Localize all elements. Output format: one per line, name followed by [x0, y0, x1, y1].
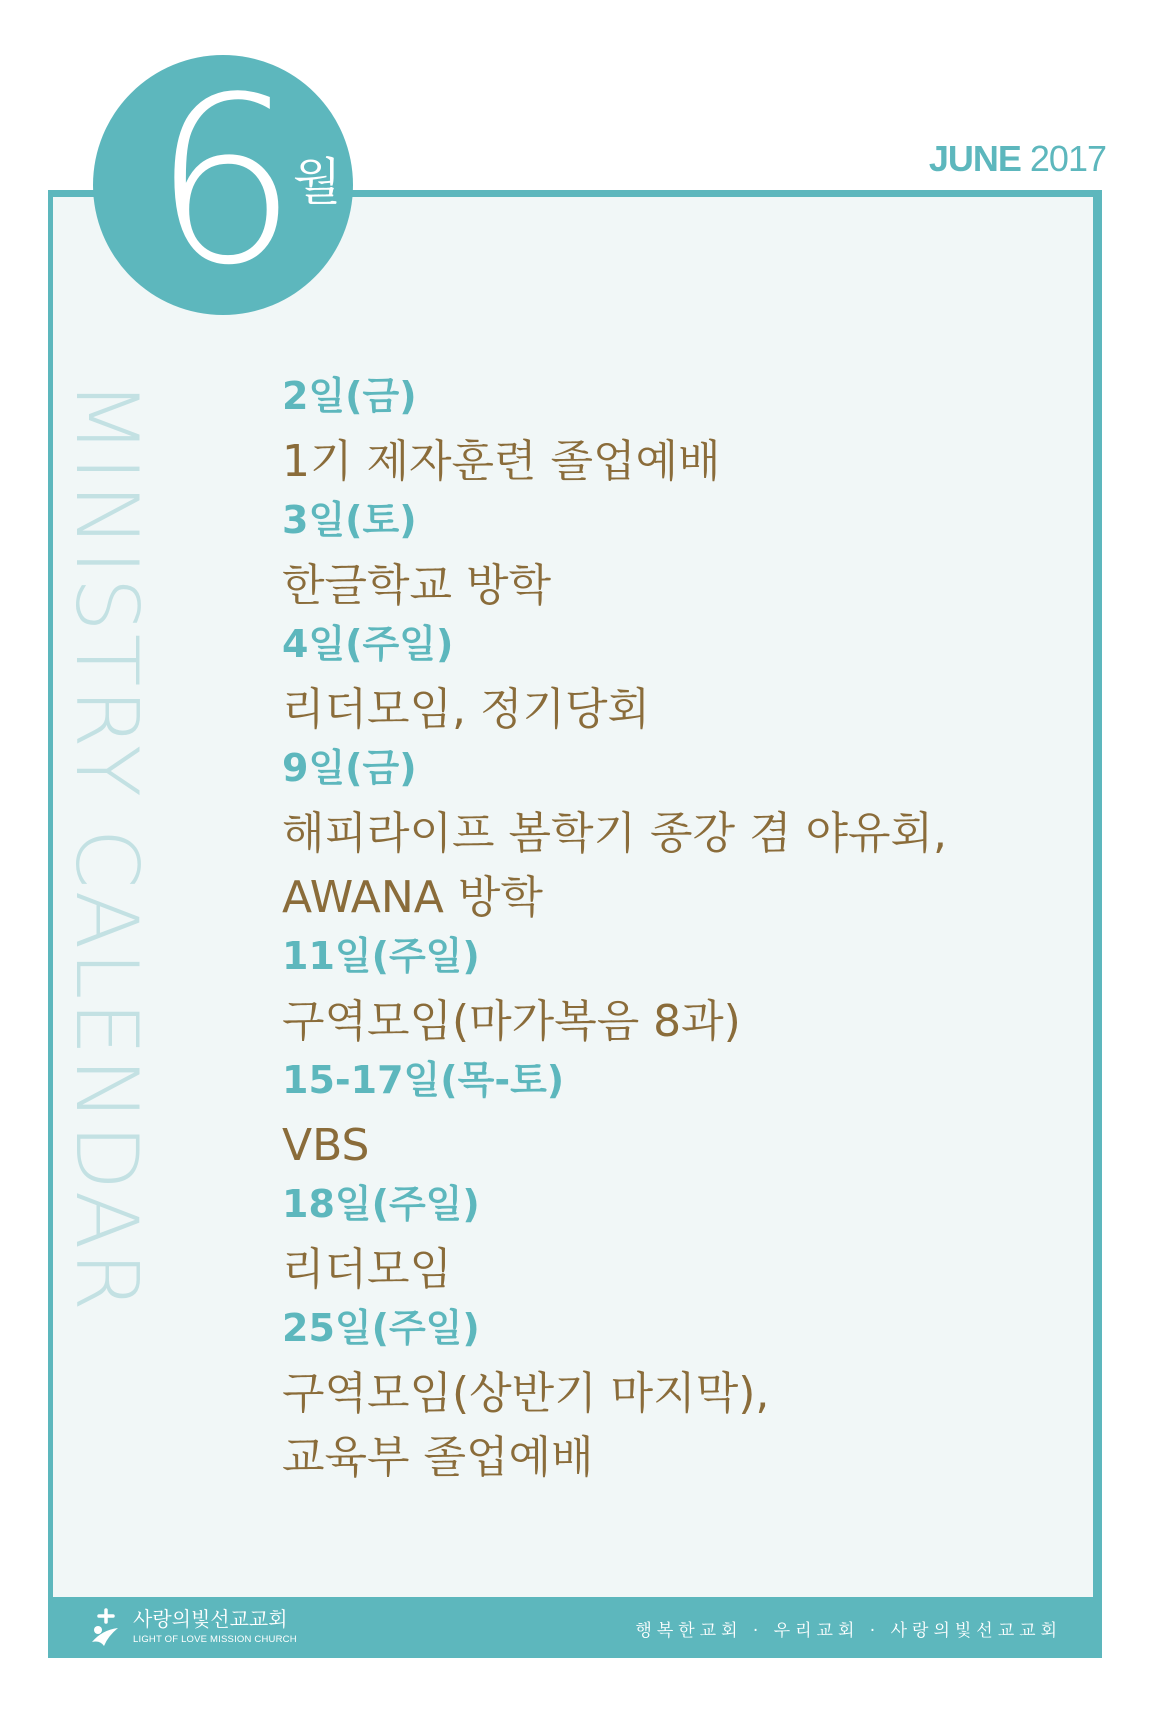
event-description: 교육부 졸업예배 [282, 1432, 594, 1483]
event-date-suffix: 일(토) [308, 498, 417, 542]
year: 2017 [1029, 138, 1106, 179]
event-date-suffix: 일(목-토) [403, 1058, 565, 1102]
event-date [282, 1054, 1082, 1114]
event-description: AWANA 방학 [282, 872, 543, 923]
event-date-suffix: 일(주일) [334, 1306, 480, 1350]
event-date [282, 930, 1082, 990]
event-date-suffix: 일(금) [308, 746, 417, 790]
event-date-number: 18 [282, 1182, 335, 1226]
event-date [282, 1302, 1082, 1362]
month-english: JUNE [928, 138, 1021, 179]
footer-slogan: 행복한교회 · 우리교회 · 사랑의빛선교교회 [635, 1621, 1062, 1641]
event-date-number: 3 [282, 498, 309, 542]
event-item [282, 1178, 1082, 1302]
event-item [282, 370, 1082, 494]
event-description: 리더모임, 정기당회 [282, 684, 651, 735]
event-description: 해피라이프 봄학기 종강 겸 야유회, [282, 808, 947, 859]
event-description: 구역모임(상반기 마지막), [282, 1368, 770, 1419]
event-date-suffix: 일(주일) [334, 934, 480, 978]
month-word: 월 [284, 155, 342, 205]
month-number: 6 [152, 49, 299, 316]
event-date-number: 15-17 [282, 1058, 404, 1102]
event-date [282, 618, 1082, 678]
event-date [282, 370, 1082, 430]
event-item [282, 494, 1082, 618]
church-name-ko: 사랑의빛선교교회 [133, 1607, 288, 1631]
event-item [282, 1054, 1082, 1178]
event-item [282, 930, 1082, 1054]
event-description: 한글학교 방학 [282, 560, 552, 611]
event-item [282, 742, 1082, 930]
church-logo-icon [88, 1608, 124, 1648]
event-date-number: 9 [282, 746, 309, 790]
month-year-label [929, 138, 1106, 180]
side-title: MINISTRY CALENDAR [56, 380, 156, 1314]
event-date-number: 4 [282, 622, 309, 666]
event-description: 1기 제자훈련 졸업예배 [282, 436, 721, 487]
event-date-suffix: 일(금) [308, 374, 417, 418]
church-name-en: LIGHT OF LOVE MISSION CHURCH [133, 1634, 297, 1645]
event-date-suffix: 일(주일) [308, 622, 454, 666]
event-item [282, 618, 1082, 742]
event-date [282, 494, 1082, 554]
event-date-number: 11 [282, 934, 335, 978]
event-date-suffix: 일(주일) [334, 1182, 480, 1226]
event-description: 구역모임(마가복음 8과) [282, 996, 741, 1047]
events-list [282, 370, 1082, 1490]
event-date [282, 742, 1082, 802]
event-item [282, 1302, 1082, 1490]
event-description: VBS [282, 1120, 370, 1171]
event-date-number: 25 [282, 1306, 335, 1350]
event-date-number: 2 [282, 374, 309, 418]
event-date [282, 1178, 1082, 1238]
event-description: 리더모임 [282, 1244, 453, 1295]
